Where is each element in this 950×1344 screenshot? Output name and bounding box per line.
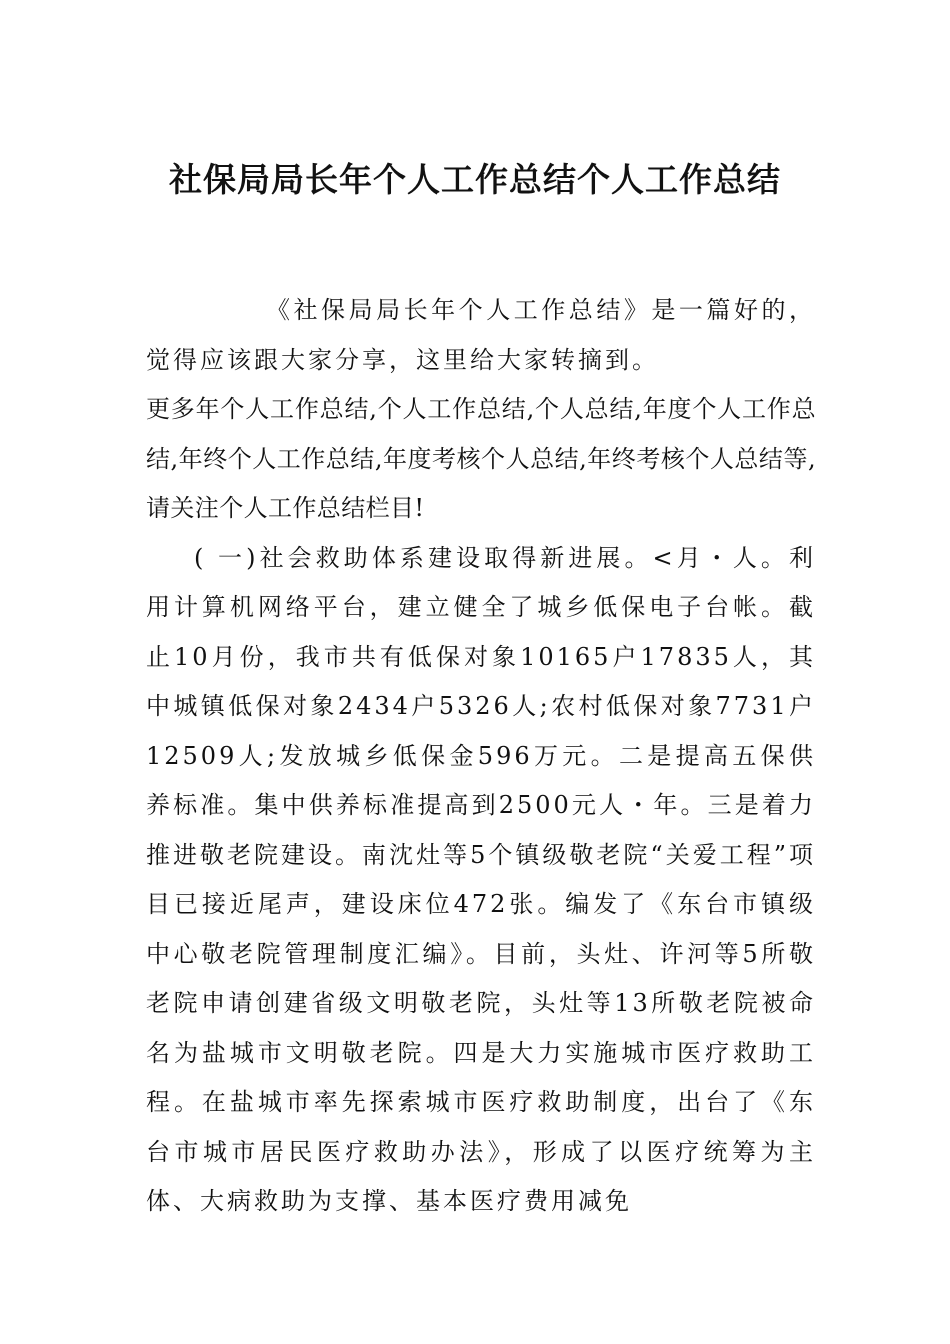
related-topics-paragraph: 更多年个人工作总结,个人工作总结,个人总结,年度个人工作总结,年终个人工作总结,年度考核个人总结,年终考核个人总结等,请关注个人工作总结栏目!	[146, 395, 816, 522]
document-body	[146, 286, 816, 1227]
social-assistance-paragraph: ( 一)社会救助体系建设取得新进展。<月・人。利用计算机网络平台，建立健全了城乡低保电子台帐。截止10月份，我市共有低保对象10165户17835人，其中城镇低保对象2434户5326人;农村低保对象7731户12509人;发放城乡低保金596万元。二是提高五保供养标准。集中供养标准提高到2500元人・年。三是着力推进敬老院建设。南沈灶等5个镇级敬老院“关爱工程”项目已接近尾声，建设床位472张。编发了《东台市镇级中心敬老院管理制度汇编》。目前，头灶、许河等5所敬老院申请创建省级文明敬老院，头灶等13所敬老院被命名为盐城市文明敬老院。四是大力实施城市医疗救助工程。在盐城市率先探索城市医疗救助制度，出台了《东台市城市居民医疗救助办法》，形成了以医疗统筹为主体、大病救助为支撑、基本医疗费用减免	[146, 543, 816, 1215]
intro-paragraph: 《社保局局长年个人工作总结》是一篇好的，觉得应该跟大家分享，这里给大家转摘到。	[146, 296, 816, 374]
document-title: 社保局局长年个人工作总结个人工作总结	[169, 160, 781, 199]
